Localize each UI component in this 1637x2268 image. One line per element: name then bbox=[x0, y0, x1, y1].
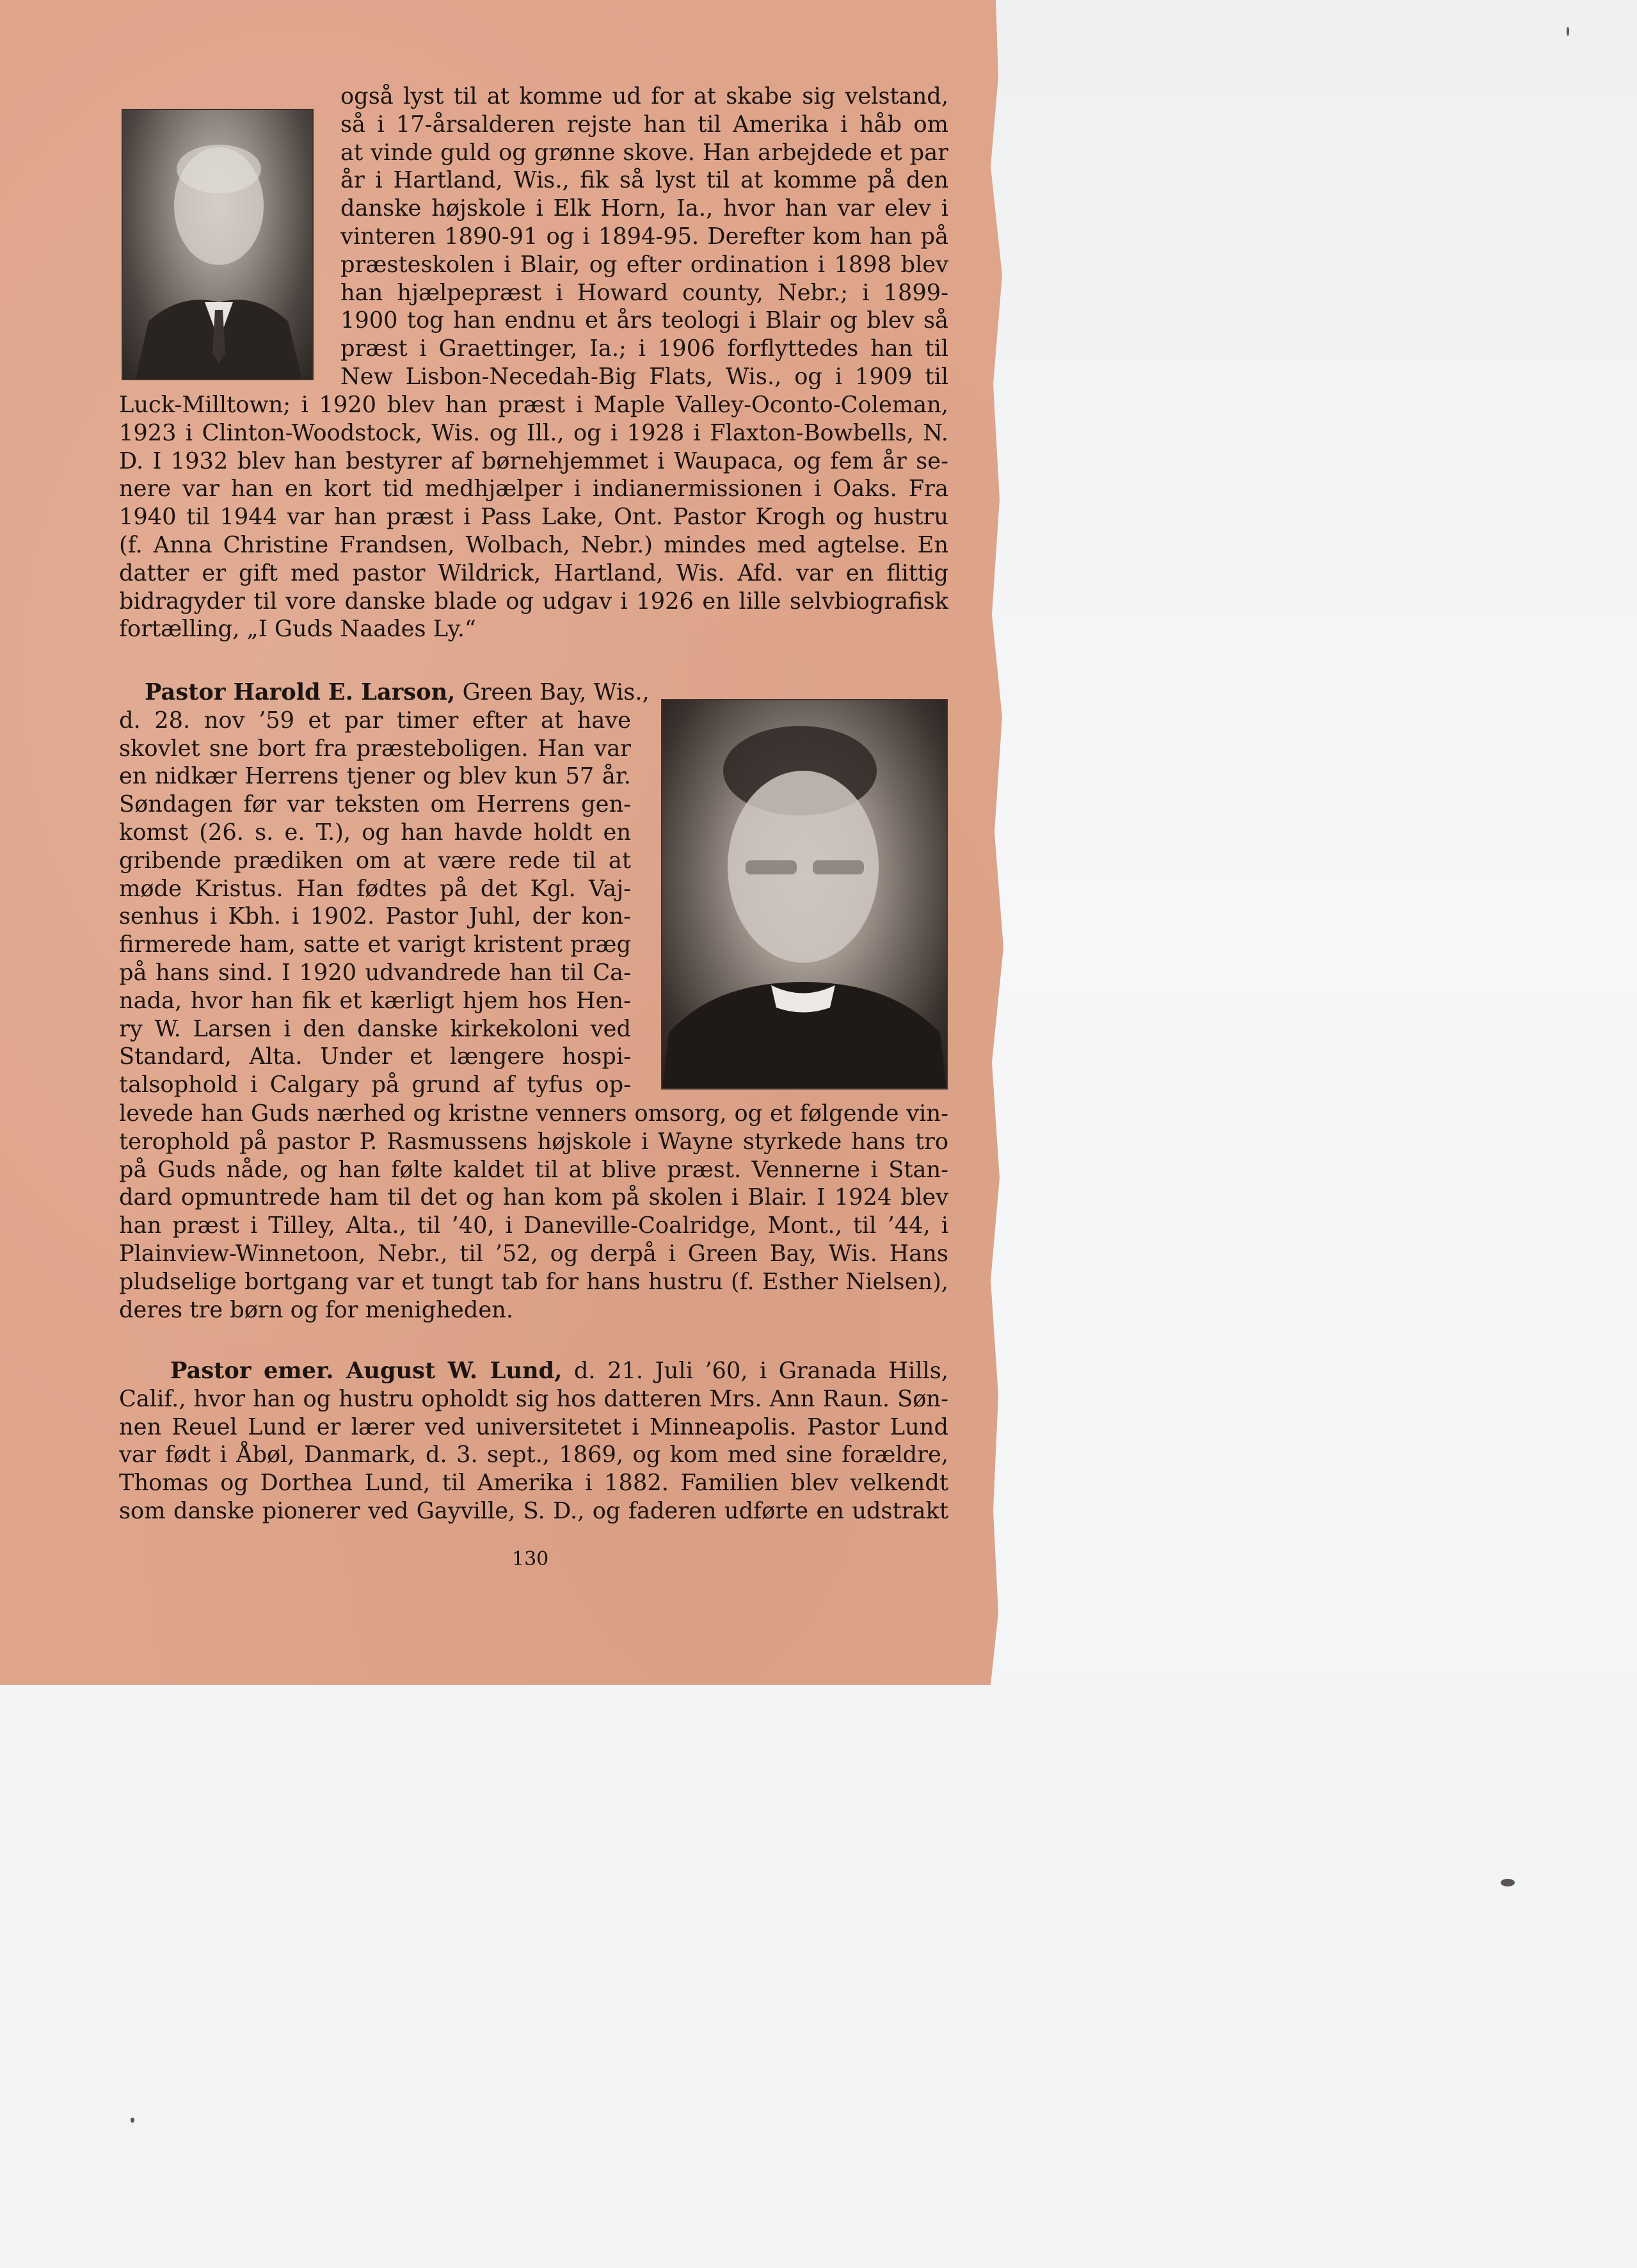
obituary-name-lund: Pastor emer. August W. Lund, bbox=[170, 1358, 563, 1384]
text-line: også lyst til at komme ud for at skabe sig velstand, bbox=[340, 83, 948, 109]
larson-obituary-full bbox=[119, 1100, 948, 1324]
text-line: han hjælpepræst i Howard county, Nebr.; i 1899- bbox=[340, 279, 948, 306]
text-line: D. I 1932 blev han bestyrer af børnehjemmet i Waupaca, og fem år se- bbox=[119, 447, 948, 474]
larson-obituary-narrow bbox=[119, 679, 650, 1099]
text-line: Plainview-Winnetoon, Nebr., til ’52, og derpå i Green Bay, Wis. Hans bbox=[119, 1240, 948, 1267]
text-line: bidragyder til vore danske blade og udgav i 1926 en lille selvbiografisk bbox=[119, 588, 948, 615]
portrait-photo-larson bbox=[661, 699, 948, 1090]
obituary-heading-rest: d. 21. Juli ’60, i Granada Hills, bbox=[562, 1358, 948, 1384]
text-line: Luck-Milltown; i 1920 blev han præst i Maple Valley-Oconto-Coleman, bbox=[119, 392, 948, 418]
text-line: skovlet sne bort fra præsteboligen. Han var bbox=[119, 735, 631, 762]
text-line: gribende prædiken om at være rede til at bbox=[119, 847, 631, 874]
text-line: d. 28. nov ’59 et par timer efter at have bbox=[119, 707, 631, 734]
obituary-name-larson: Pastor Harold E. Larson, bbox=[145, 679, 456, 705]
scan-speck bbox=[1501, 1879, 1515, 1886]
text-line: levede han Guds nærhed og kristne venners omsorg, og et følgende vin- bbox=[119, 1100, 948, 1127]
text-line: pludselige bortgang var et tungt tab for hans hustru (f. Esther Nielsen), bbox=[119, 1268, 948, 1295]
text-line: komst (26. s. e. T.), og han havde holdt en bbox=[119, 819, 631, 846]
text-line: år i Hartland, Wis., fik så lyst til at komme på den bbox=[340, 167, 948, 194]
page-number: 130 bbox=[512, 1548, 549, 1570]
text-line: Søndagen før var teksten om Herrens gen- bbox=[119, 791, 631, 818]
text-line: som danske pionerer ved Gayville, S. D., og faderen udførte en udstrakt bbox=[119, 1497, 948, 1524]
text-line: 1923 i Clinton-Woodstock, Wis. og Ill., og i 1928 i Flaxton-Bowbells, N. bbox=[119, 419, 948, 446]
text-line: var født i Åbøl, Danmark, d. 3. sept., 1869, og kom med sine forældre, bbox=[119, 1442, 948, 1468]
text-line: ry W. Larsen i den danske kirkekoloni ved bbox=[119, 1015, 631, 1042]
krogh-full-text bbox=[119, 391, 948, 643]
text-line: (f. Anna Christine Frandsen, Wolbach, Nebr.) mindes med agtelse. En bbox=[119, 531, 948, 558]
text-line: fortælling, „I Guds Naades Ly.“ bbox=[119, 616, 476, 643]
text-line: vinteren 1890-91 og i 1894-95. Derefter kom han på bbox=[340, 223, 948, 250]
text-line: på Guds nåde, og han følte kaldet til at blive præst. Vennerne i Stan- bbox=[119, 1156, 948, 1183]
text-line: at vinde guld og grønne skove. Han arbejdede et par bbox=[340, 139, 948, 166]
text-line: præst i Graettinger, Ia.; i 1906 forflyttedes han til bbox=[340, 335, 948, 362]
text-line: danske højskole i Elk Horn, Ia., hvor han var elev i bbox=[340, 195, 948, 222]
portrait-larson-figure bbox=[662, 700, 946, 1088]
text-line: Calif., hvor han og hustru opholdt sig hos datteren Mrs. Ann Raun. Søn- bbox=[119, 1385, 948, 1412]
text-line: han præst i Tilley, Alta., til ’40, i Daneville-Coalridge, Mont., til ’44, i bbox=[119, 1212, 948, 1239]
text-line: Standard, Alta. Under et længere hospi- bbox=[119, 1043, 631, 1070]
text-line: dard opmuntrede ham til det og han kom på skolen i Blair. I 1924 blev bbox=[119, 1184, 948, 1211]
portrait-photo-krogh bbox=[122, 109, 314, 380]
text-line: nen Reuel Lund er lærer ved universitetet i Minneapolis. Pastor Lund bbox=[119, 1413, 948, 1440]
scan-speck bbox=[131, 2118, 134, 2123]
text-line: senhus i Kbh. i 1902. Pastor Juhl, der kon- bbox=[119, 903, 631, 930]
scan-speck bbox=[1567, 27, 1569, 36]
text-line: nere var han en kort tid medhjælper i indianermissionen i Oaks. Fra bbox=[119, 476, 948, 503]
text-line: New Lisbon-Necedah-Big Flats, Wis., og i 1909 til bbox=[340, 363, 948, 390]
text-line: talsophold i Calgary på grund af tyfus op- bbox=[119, 1072, 631, 1098]
text-line: møde Kristus. Han fødtes på det Kgl. Vaj- bbox=[119, 875, 631, 902]
obituary-heading-line bbox=[119, 1357, 948, 1385]
portrait-krogh-figure bbox=[123, 110, 312, 379]
obituary-heading-line bbox=[119, 679, 650, 707]
krogh-intro-text bbox=[340, 83, 948, 391]
text-line: Thomas og Dorthea Lund, til Amerika i 1882. Familien blev velkendt bbox=[119, 1470, 948, 1497]
text-line: nada, hvor han fik et kærligt hjem hos Hen- bbox=[119, 987, 631, 1014]
text-line: firmerede ham, satte et varigt kristent præg bbox=[119, 931, 631, 958]
text-line: 1900 tog han endnu et års teologi i Blair og blev så bbox=[340, 307, 948, 334]
lund-obituary bbox=[119, 1357, 948, 1525]
text-line: så i 17-årsalderen rejste han til Amerika i håb om bbox=[340, 111, 948, 138]
text-line: deres tre børn og for menigheden. bbox=[119, 1296, 514, 1323]
obituary-heading-rest: Green Bay, Wis., bbox=[455, 679, 650, 705]
text-line: på hans sind. I 1920 udvandrede han til Ca- bbox=[119, 959, 631, 986]
text-line: terophold på pastor P. Rasmussens højskole i Wayne styrkede hans tro bbox=[119, 1128, 948, 1155]
text-line: datter er gift med pastor Wildrick, Hartland, Wis. Afd. var en flittig bbox=[119, 559, 948, 586]
text-line: præsteskolen i Blair, og efter ordination i 1898 blev bbox=[340, 251, 948, 278]
text-line: 1940 til 1944 var han præst i Pass Lake, Ont. Pastor Krogh og hustru bbox=[119, 504, 948, 531]
text-line: en nidkær Herrens tjener og blev kun 57 år. bbox=[119, 763, 631, 790]
